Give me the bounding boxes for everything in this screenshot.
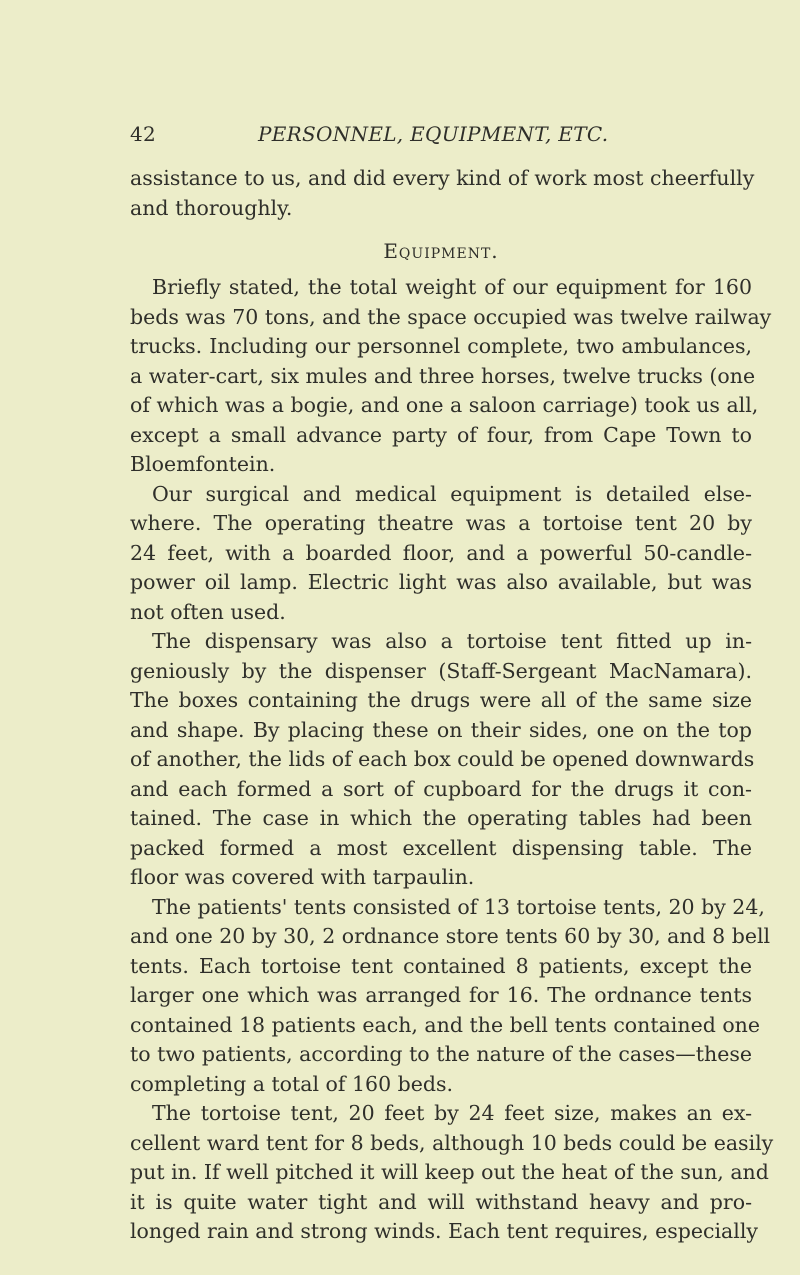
text-line: it is quite water tight and will withstand heavy and pro- xyxy=(130,1189,752,1214)
text-line: cellent ward tent for 8 beds, although 10 beds could be easily xyxy=(130,1130,774,1155)
running-title: PERSONNEL, EQUIPMENT, ETC. xyxy=(258,122,609,146)
text-line: tained. The case in which the operating tables had been xyxy=(130,806,752,830)
text-line: where. The operating theatre was a tortoise tent 20 by xyxy=(130,511,752,535)
paragraph-dispensary xyxy=(130,627,755,893)
text-line: packed formed a most excellent dispensing table. The xyxy=(130,835,752,860)
text-line: put in. If well pitched it will keep out the heat of the sun, and xyxy=(130,1160,769,1184)
text-line: Briefly stated, the total weight of our equipment for 160 xyxy=(152,275,752,299)
text-line: The boxes containing the drugs were all of the same size xyxy=(130,688,752,712)
text-line: to two patients, according to the nature of the cases—these xyxy=(130,1042,752,1066)
running-head xyxy=(130,118,750,150)
text-line: The tortoise tent, 20 feet by 24 feet size, makes an ex- xyxy=(152,1101,752,1125)
text-line: except a small advance party of four, from Cape Town to xyxy=(130,422,752,447)
text-line: trucks. Including our personnel complete, two ambulances, xyxy=(130,334,752,358)
text-line: larger one which was arranged for 16. The ordnance tents xyxy=(130,983,752,1007)
paragraph-patients-tents xyxy=(130,893,771,1100)
page-number: 42 xyxy=(130,122,157,146)
opening-paragraph xyxy=(130,164,755,223)
body-text xyxy=(130,164,774,1247)
text-line: and shape. By placing these on their sides, one on the top xyxy=(130,717,752,742)
text-line: Our surgical and medical equipment is detailed else- xyxy=(152,481,752,506)
text-line: of which was a bogie, and one a saloon carriage) took us all, xyxy=(130,393,759,417)
text-line: 24 feet, with a boarded floor, and a powerful 50-candle- xyxy=(130,540,752,565)
text-line: The patients' tents consisted of 13 tortoise tents, 20 by 24, xyxy=(152,894,765,919)
text-line: a water-cart, six mules and three horses, twelve trucks (one xyxy=(130,363,756,388)
text-line: not often used. xyxy=(130,599,286,624)
text-line: floor was covered with tarpaulin. xyxy=(130,865,475,889)
text-line: and thoroughly. xyxy=(130,195,293,220)
paragraph-tortoise-tent xyxy=(130,1099,774,1247)
paragraph-weight xyxy=(130,273,772,480)
paragraph-surgical xyxy=(130,480,752,628)
text-line: assistance to us, and did every kind of work most cheerfully xyxy=(130,166,755,190)
text-line: and one 20 by 30, 2 ordnance store tents 60 by 30, and 8 bell xyxy=(130,924,771,948)
section-heading: Equipment. xyxy=(383,239,499,263)
text-line: of another, the lids of each box could be opened downwards xyxy=(130,747,755,771)
text-line: beds was 70 tons, and the space occupied was twelve railway xyxy=(130,304,772,329)
text-line: Bloemfontein. xyxy=(130,452,276,476)
text-line: The dispensary was also a tortoise tent fitted up in- xyxy=(152,629,752,653)
text-line: contained 18 patients each, and the bell tents contained one xyxy=(130,1012,761,1037)
text-line: power oil lamp. Electric light was also available, but was xyxy=(130,570,752,594)
text-line: tents. Each tortoise tent contained 8 patients, except the xyxy=(130,953,752,978)
text-line: completing a total of 160 beds. xyxy=(130,1071,454,1096)
text-line: geniously by the dispenser (Staff-Sergeant MacNamara). xyxy=(130,658,752,683)
text-line: and each formed a sort of cupboard for the drugs it con- xyxy=(130,776,752,801)
text-line: longed rain and strong winds. Each tent requires, especially xyxy=(130,1219,758,1243)
